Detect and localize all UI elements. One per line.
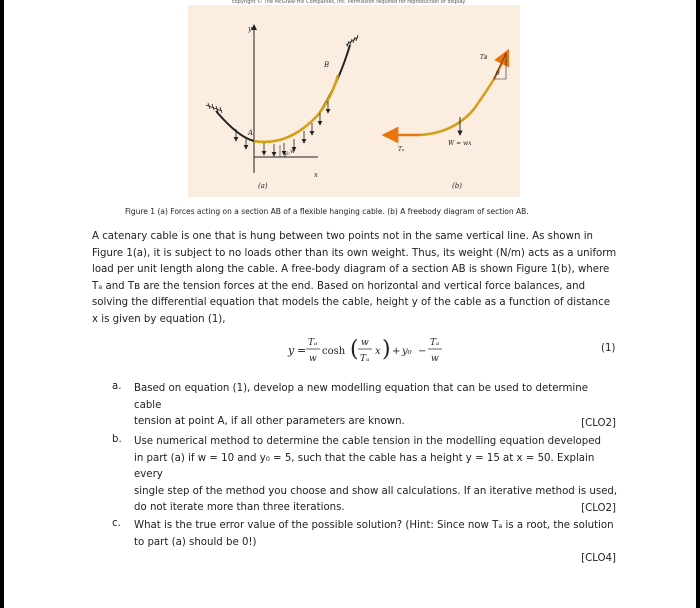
point-a-label: A: [248, 129, 254, 137]
question-line: Based on equation (1), develop a new modelling equation that can be used to determine cable: [134, 383, 588, 411]
question-b-clo: [CLO2]: [581, 503, 616, 514]
eq-minus: −: [418, 346, 427, 357]
question-a-text: [134, 381, 618, 431]
left-wall: [206, 103, 222, 113]
question-a-label: a.: [112, 381, 122, 392]
body-line: Tₐ and Tʙ are the tension forces at the end. Based on horizontal and vertical force balances, and: [92, 280, 586, 292]
point-b-label: B: [324, 61, 330, 69]
eq-plus: +: [392, 346, 401, 357]
question-line: to part (a) should be 0!): [134, 536, 257, 548]
right-wall: [346, 35, 358, 47]
question-c-text: [134, 518, 618, 551]
figure-caption: Figure 1 (a) Forces acting on a section AB of a flexible hanging cable. (b) A freebody diagram of section AB.: [125, 207, 529, 216]
question-a-clo: [CLO2]: [581, 418, 616, 429]
figure-diagram: [188, 5, 520, 197]
fbd-section: [420, 79, 494, 135]
question-line: in part (a) if w = 10 and y₀ = 5, such that the cable has a height y = 15 at x = 50. Explain every: [134, 452, 595, 481]
eq-frac1-num: Tₐ: [308, 338, 318, 348]
body-line: Figure 1(a), it is subject to no loads other than its own weight. Thus, its weight (N/m) acts as a uniform: [92, 247, 617, 259]
ta-label: Tₐ: [398, 146, 405, 153]
catenary-equation: [284, 326, 464, 374]
body-line: x is given by equation (1),: [92, 313, 226, 325]
question-c-clo: [CLO4]: [581, 553, 616, 564]
eq-frac1-den: w: [309, 354, 317, 364]
problem-statement: [92, 229, 622, 329]
question-line: Use numerical method to determine the cable tension in the modelling equation developed: [134, 436, 601, 447]
svg-text:): ): [382, 337, 391, 362]
eq-frac3-den: w: [431, 354, 439, 364]
eq-frac2-num: w: [361, 338, 369, 348]
document-page: [4, 0, 696, 608]
eq-equals: =: [297, 344, 307, 357]
x-axis-label: x: [314, 171, 318, 179]
svg-text:(: (: [350, 337, 359, 362]
eq-cosh: cosh: [322, 346, 346, 357]
body-line: load per unit length along the cable. A free-body diagram of a section AB is shown Figure 1(b), where: [92, 264, 610, 276]
question-b-label: b.: [112, 434, 122, 445]
question-line: do not iterate more than three iterations.: [134, 502, 345, 514]
y-axis-label: y: [248, 25, 252, 33]
question-line: tension at point A, if all other parameters are known.: [134, 416, 405, 428]
question-b-text: [134, 434, 618, 517]
weight-label: W = wx: [448, 140, 472, 147]
subfigure-b-label: (b): [452, 182, 462, 190]
question-line: What is the true error value of the possible solution? (Hint: Since now Tₐ is a root, the solution: [134, 520, 614, 531]
body-line: solving the differential equation that models the cable, height y of the cable as a function of distance: [92, 297, 610, 309]
subfigure-a-label: (a): [258, 182, 268, 190]
eq-y: y: [288, 344, 295, 357]
cable-section-ab: [254, 75, 338, 142]
tb-label: Tʙ: [480, 54, 488, 61]
eq-frac3-num: Tₐ: [430, 338, 440, 348]
eq-y0: y₀: [402, 346, 412, 357]
y0-label: y₀: [284, 150, 290, 157]
copyright-strip: copyright © The McGraw-Hill Companies, Inc. Permission required for reproduction or display.: [231, 0, 467, 5]
w-load-label: w: [290, 148, 296, 155]
eq-frac2-den: Tₐ: [360, 354, 370, 364]
equation-number: (1): [601, 343, 616, 354]
question-line: single step of the method you choose and show all calculations. If an iterative method is used,: [134, 485, 618, 497]
question-c-label: c.: [112, 518, 121, 529]
figure-panel: [188, 5, 520, 197]
theta-label: θ: [496, 70, 500, 77]
body-line: A catenary cable is one that is hung between two points not in the same vertical line. As shown in: [92, 231, 593, 242]
eq-x: x: [375, 346, 381, 357]
